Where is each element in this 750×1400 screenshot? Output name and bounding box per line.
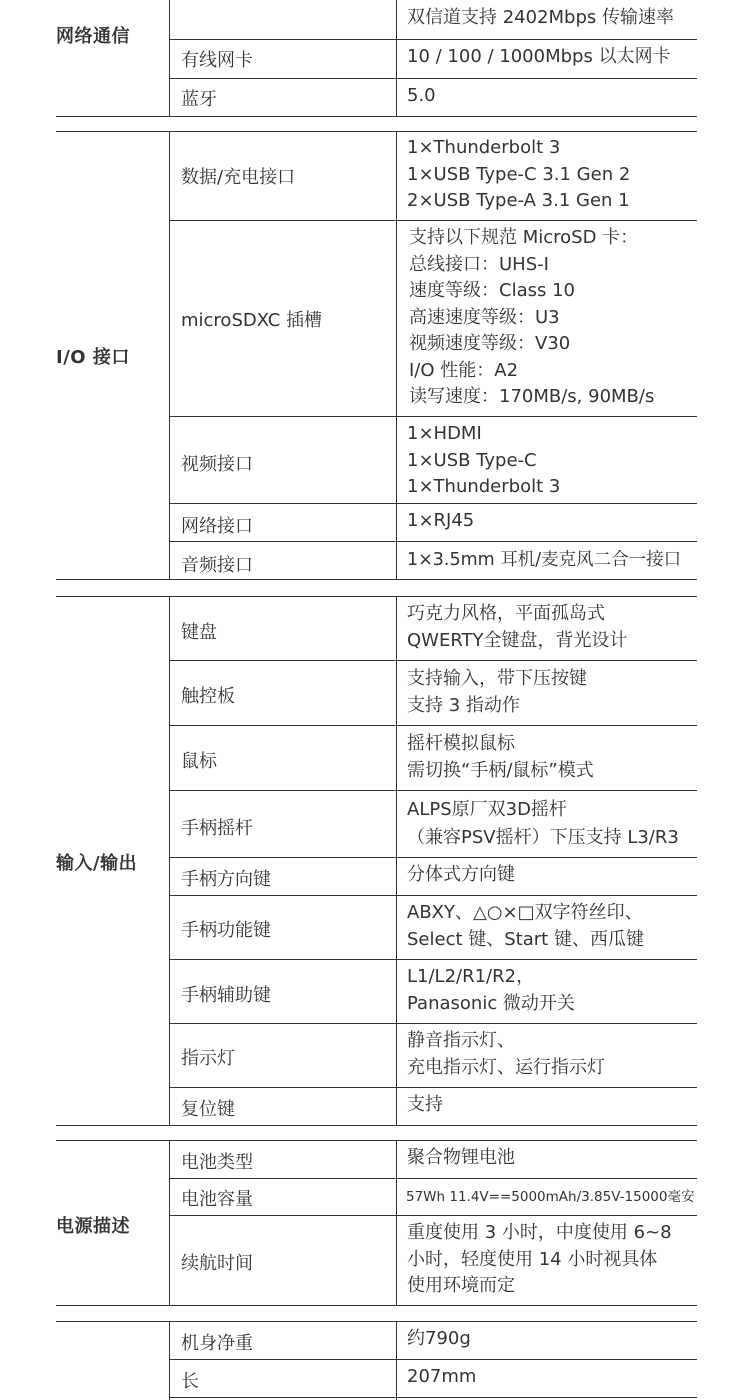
row-label: 电池容量 <box>181 1189 253 1210</box>
row-label: 手柄辅助键 <box>181 985 271 1006</box>
row-divider <box>169 1023 697 1024</box>
row-label: 视频接口 <box>181 454 253 475</box>
column-divider <box>396 596 397 1126</box>
row-label: 音频接口 <box>181 555 253 576</box>
row-divider <box>169 959 697 960</box>
column-divider <box>169 596 170 1126</box>
row-value: ABXY、△○×□双字符丝印、 Select 键、Start 键、西瓜键 <box>407 902 644 950</box>
row-value: 重度使用 3 小时，中度使用 6~8 小时，轻度使用 14 小时视具体 使用环境而定 <box>407 1222 672 1296</box>
section-bottom-border <box>56 116 697 117</box>
section-top-border <box>56 1321 697 1322</box>
row-divider <box>169 790 697 791</box>
row-label: 有线网卡 <box>181 50 253 71</box>
row-value: L1/L2/R1/R2， Panasonic 微动开关 <box>407 966 575 1014</box>
row-value: 支持以下规范 MicroSD 卡： 总线接口：UHS-I 速度等级：Class 10 高速速度等级：U3 视频速度等级：V30 I/O 性能：A2 读写速度：170MB/s, 90MB/s <box>409 227 655 407</box>
row-label: 复位键 <box>181 1099 235 1120</box>
row-label: 手柄功能键 <box>181 920 271 941</box>
row-value: 57Wh 11.4V==5000mAh/3.85V-15000毫安 <box>406 1189 695 1205</box>
row-value: 支持输入，带下压按键 支持 3 指动作 <box>407 668 587 716</box>
row-value: 1×RJ45 <box>407 510 475 531</box>
row-value: 巧克力风格，平面孤岛式 QWERTY全键盘，背光设计 <box>407 603 628 651</box>
column-divider <box>169 1321 170 1400</box>
row-label: 键盘 <box>181 622 217 643</box>
row-label: 手柄方向键 <box>181 869 271 890</box>
row-value: ALPS原厂双3D摇杆 （兼容PSV摇杆）下压支持 L3/R3 <box>407 799 679 848</box>
section-bottom-border <box>56 579 697 580</box>
row-divider <box>169 725 697 726</box>
row-divider <box>169 39 697 40</box>
section-title-io: I/O 接口 <box>56 347 130 368</box>
section-title-input: 输入/输出 <box>56 853 138 874</box>
row-divider <box>169 1178 697 1179</box>
row-value: 分体式方向键 <box>407 864 515 885</box>
row-value: 双信道支持 2402Mbps 传输速率 <box>407 7 675 28</box>
row-value: 5.0 <box>407 85 436 106</box>
row-label: 蓝牙 <box>181 89 217 110</box>
row-label: 触控板 <box>181 686 235 707</box>
row-divider <box>169 416 697 417</box>
row-divider <box>169 895 697 896</box>
column-divider <box>396 0 397 117</box>
section-top-border <box>56 1140 697 1141</box>
section-top-border <box>56 131 697 132</box>
row-divider <box>169 541 697 542</box>
row-value: 摇杆模拟鼠标 需切换“手柄/鼠标”模式 <box>407 733 594 781</box>
section-title-network: 网络通信 <box>56 26 130 47</box>
row-label: 网络接口 <box>181 516 253 537</box>
section-top-border <box>56 596 697 597</box>
section-title-power: 电源描述 <box>56 1216 130 1237</box>
row-label: 长 <box>181 1371 199 1392</box>
row-value: 10 / 100 / 1000Mbps 以太网卡 <box>407 46 671 67</box>
row-label: 机身净重 <box>181 1333 253 1354</box>
row-divider <box>169 660 697 661</box>
row-label: 续航时间 <box>181 1253 253 1274</box>
row-divider <box>169 220 697 221</box>
row-label: 鼠标 <box>181 751 217 772</box>
row-value: 支持 <box>407 1094 443 1115</box>
row-divider <box>169 1215 697 1216</box>
row-label: 数据/充电接口 <box>181 167 296 188</box>
row-divider <box>169 1397 697 1398</box>
column-divider <box>396 1321 397 1400</box>
section-bottom-border <box>56 1305 697 1306</box>
row-label: 手柄摇杆 <box>181 818 253 839</box>
row-value: 静音指示灯、 充电指示灯、运行指示灯 <box>407 1030 605 1078</box>
row-label: 电池类型 <box>181 1152 253 1173</box>
row-value: 约790g <box>407 1328 471 1349</box>
column-divider <box>169 131 170 580</box>
row-value: 1×HDMI 1×USB Type-C 1×Thunderbolt 3 <box>407 423 561 497</box>
row-value: 1×Thunderbolt 3 1×USB Type-C 3.1 Gen 2 2×USB Type-A 3.1 Gen 1 <box>407 137 631 211</box>
row-label: microSDXC 插槽 <box>181 310 323 331</box>
column-divider <box>396 131 397 580</box>
row-value: 聚合物锂电池 <box>407 1147 515 1168</box>
row-divider <box>169 857 697 858</box>
row-label: 指示灯 <box>181 1048 235 1069</box>
column-divider <box>169 0 170 117</box>
row-divider <box>169 1087 697 1088</box>
section-bottom-border <box>56 1125 697 1126</box>
row-divider <box>169 503 697 504</box>
row-value: 1×3.5mm 耳机/麦克风二合一接口 <box>407 550 682 570</box>
column-divider <box>169 1140 170 1306</box>
row-divider <box>169 1359 697 1360</box>
column-divider <box>396 1140 397 1306</box>
row-value: 207mm <box>407 1366 477 1387</box>
row-divider <box>169 78 697 79</box>
